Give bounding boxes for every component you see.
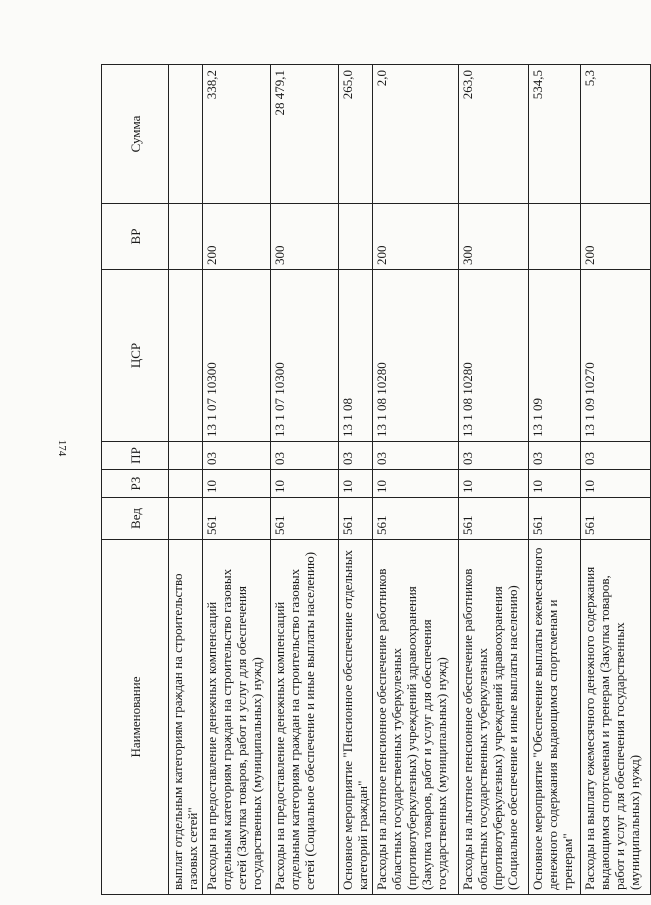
cell-ved: 561 xyxy=(271,498,339,540)
cell-vr xyxy=(529,204,581,270)
cell-vr xyxy=(339,204,373,270)
cell-name: Расходы на льготное пенсионное обеспечение работников областных государственных туберкулезных (противотуберкулезных) учреждений здравоохранения (Закупка товаров, работ и услуг для обеспечения государственных (муниципальных) нужд) xyxy=(373,540,459,895)
cell-sum: 5,3 xyxy=(581,65,651,204)
header-rz: РЗ xyxy=(102,470,169,498)
cell-vr xyxy=(169,204,203,270)
header-vr: ВР xyxy=(102,204,169,270)
cell-ved: 561 xyxy=(529,498,581,540)
cell-rz: 10 xyxy=(373,470,459,498)
cell-csr: 13 1 07 10300 xyxy=(203,270,271,442)
cell-vr: 300 xyxy=(459,204,529,270)
cell-vr: 300 xyxy=(271,204,339,270)
cell-ved: 561 xyxy=(339,498,373,540)
cell-sum: 2,0 xyxy=(373,65,459,204)
cell-rz: 10 xyxy=(581,470,651,498)
cell-rz: 10 xyxy=(529,470,581,498)
cell-pr: 03 xyxy=(339,442,373,470)
cell-ved: 561 xyxy=(203,498,271,540)
cell-pr xyxy=(169,442,203,470)
cell-name: Расходы на льготное пенсионное обеспечение работников областных государственных туберкулезных (противотуберкулезных) учреждений здравоохранения (Социальное обеспечение и иные выплаты населению) xyxy=(459,540,529,895)
cell-pr: 03 xyxy=(581,442,651,470)
cell-ved xyxy=(169,498,203,540)
cell-sum: 338,2 xyxy=(203,65,271,204)
table-row xyxy=(373,65,459,895)
cell-vr: 200 xyxy=(581,204,651,270)
cell-pr: 03 xyxy=(459,442,529,470)
header-row xyxy=(102,65,169,895)
cell-rz: 10 xyxy=(339,470,373,498)
cell-ved: 561 xyxy=(373,498,459,540)
cell-vr: 200 xyxy=(203,204,271,270)
cell-rz: 10 xyxy=(271,470,339,498)
cell-csr xyxy=(169,270,203,442)
table-row xyxy=(459,65,529,895)
cell-name: Расходы на предоставление денежных компенсаций отдельным категориям граждан на строительство газовых сетей (Закупка товаров, работ и услуг для обеспечения государственных (муниципальных) нужд) xyxy=(203,540,271,895)
header-csr: ЦСР xyxy=(102,270,169,442)
cell-csr: 13 1 08 10280 xyxy=(459,270,529,442)
cell-csr: 13 1 09 10270 xyxy=(581,270,651,442)
cell-name: выплат отдельным категориям граждан на строительство газовых сетей" xyxy=(169,540,203,895)
cell-sum xyxy=(169,65,203,204)
cell-csr: 13 1 08 xyxy=(339,270,373,442)
table-row xyxy=(581,65,651,895)
cell-name: Расходы на предоставление денежных компенсаций отдельным категориям граждан на строительство газовых сетей (Социальное обеспечение и иные выплаты населению) xyxy=(271,540,339,895)
cell-vr: 200 xyxy=(373,204,459,270)
cell-name: Основное мероприятие "Обеспечение выплаты ежемесячного денежного содержания выдающимся спортсменам и тренерам" xyxy=(529,540,581,895)
cell-rz: 10 xyxy=(459,470,529,498)
cell-name: Основное мероприятие "Пенсионное обеспечение отдельных категорий граждан" xyxy=(339,540,373,895)
cell-sum: 534,5 xyxy=(529,65,581,204)
cell-rz: 10 xyxy=(203,470,271,498)
cell-csr: 13 1 07 10300 xyxy=(271,270,339,442)
table-row xyxy=(271,65,339,895)
cell-pr: 03 xyxy=(271,442,339,470)
cell-ved: 561 xyxy=(581,498,651,540)
cell-sum: 28 479,1 xyxy=(271,65,339,204)
cell-sum: 263,0 xyxy=(459,65,529,204)
cell-pr: 03 xyxy=(529,442,581,470)
cell-name: Расходы на выплату ежемесячного денежного содержания выдающимся спортсменам и тренерам (Закупка товаров, работ и услуг для обеспечения государственных (муниципальных) нужд) xyxy=(581,540,651,895)
cell-rz xyxy=(169,470,203,498)
table-row xyxy=(169,65,203,895)
cell-pr: 03 xyxy=(203,442,271,470)
page-number: 174 xyxy=(56,439,68,457)
cell-csr: 13 1 09 xyxy=(529,270,581,442)
table-row xyxy=(203,65,271,895)
budget-table xyxy=(101,64,651,895)
table-row xyxy=(339,65,373,895)
cell-csr: 13 1 08 10280 xyxy=(373,270,459,442)
rotated-page xyxy=(101,65,649,895)
cell-ved: 561 xyxy=(459,498,529,540)
cell-pr: 03 xyxy=(373,442,459,470)
header-sum: Сумма xyxy=(102,65,169,204)
table-row xyxy=(529,65,581,895)
header-name: Наименование xyxy=(102,540,169,895)
header-ved: Вед xyxy=(102,498,169,540)
cell-sum: 265,0 xyxy=(339,65,373,204)
header-pr: ПР xyxy=(102,442,169,470)
